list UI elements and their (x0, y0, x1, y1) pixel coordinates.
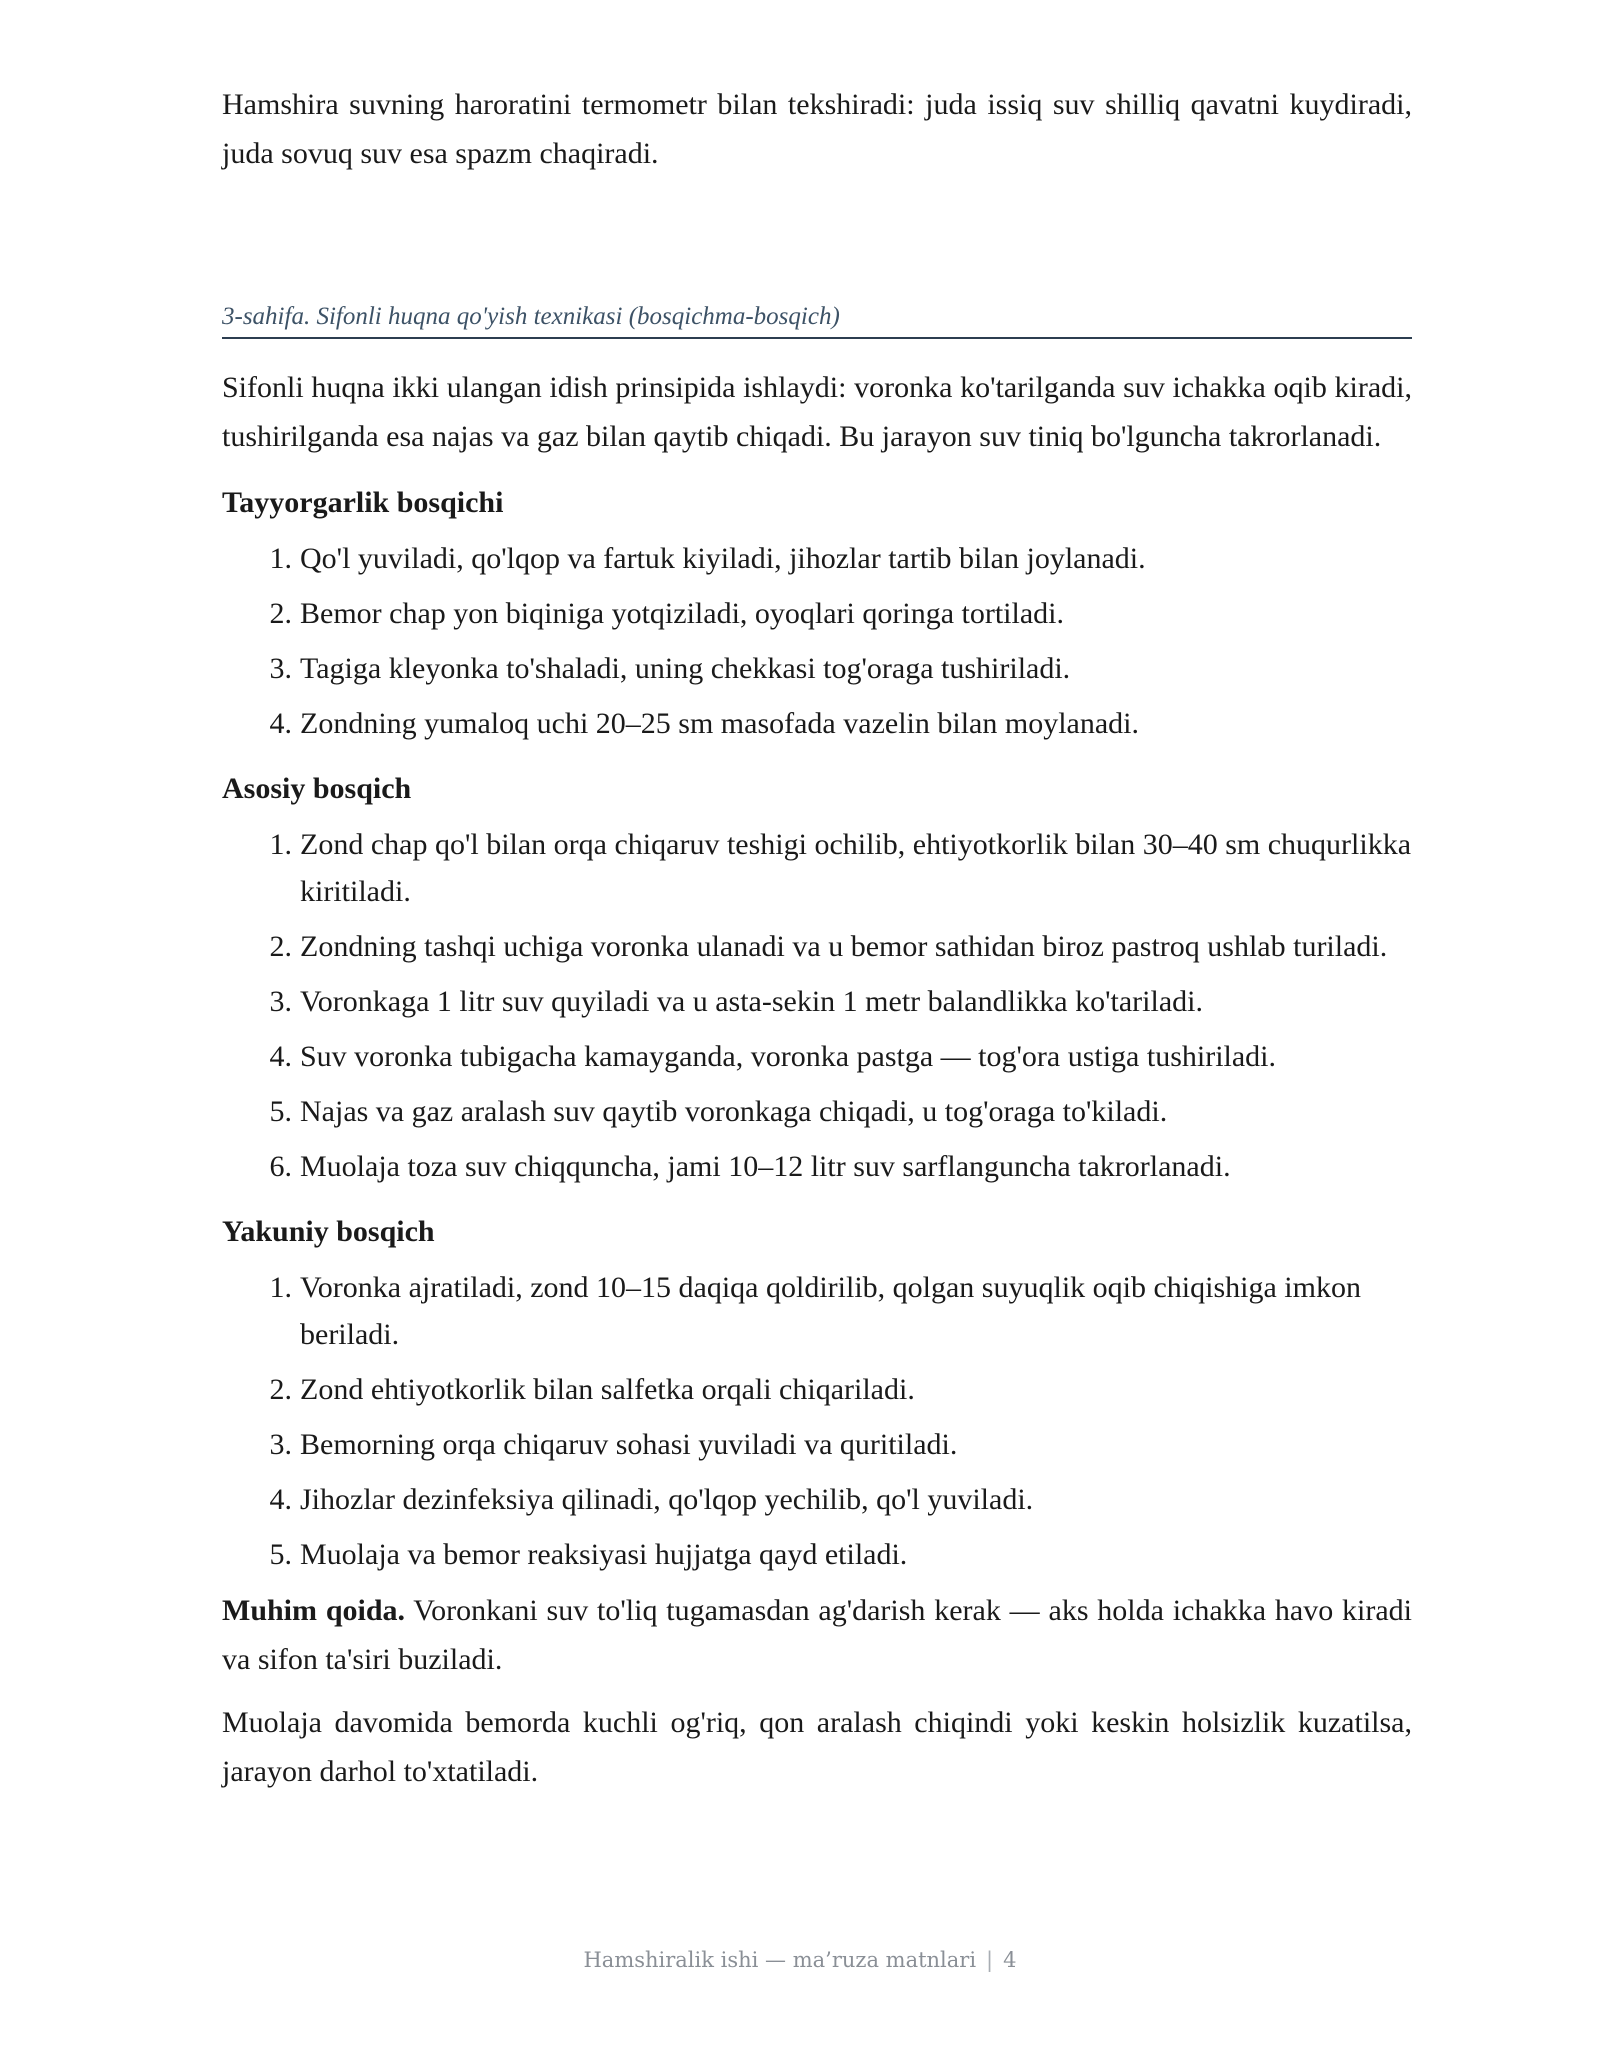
list-item-text: Suv voronka tubigacha kamayganda, voronka pastga — tog'ora ustiga tushiriladi. (300, 1040, 1277, 1073)
list-item-number: 5. (269, 1538, 292, 1571)
page-footer (0, 1948, 1600, 1972)
section-lead-paragraph: Sifonli huqna ikki ulangan idish prinsipida ishlaydi: voronka ko'tarilganda suv ichakka oqib kiradi, tushirilganda esa najas va gaz bilan qaytib chiqadi. Bu jarayon suv tiniq bo'lguncha takrorlanadi. (222, 371, 1412, 453)
footer-separator: | (986, 1948, 994, 1972)
list-item (222, 1476, 1412, 1523)
section-title: 3-sahifa. Sifonli huqna qo'yish texnikasi (bosqichma-bosqich) (222, 303, 840, 330)
list-item (222, 535, 1412, 582)
list-item-text: Bemor chap yon biqiniga yotqiziladi, oyoqlari qoringa tortiladi. (300, 597, 1065, 630)
list-item-number: 2. (269, 597, 292, 630)
list-item-number: 5. (269, 1095, 292, 1128)
warning-paragraph: Muolaja davomida bemorda kuchli og'riq, qon aralash chiqindi yoki keskin holsizlik kuzatilsa, jarayon darhol to'xtatiladi. (222, 1706, 1412, 1788)
preparation-steps-list (222, 535, 1412, 747)
list-item-number: 2. (269, 930, 292, 963)
list-item (222, 923, 1412, 970)
stage-heading-main: Asosiy bosqich (222, 772, 412, 805)
list-item-text: Jihozlar dezinfeksiya qilinadi, qo'lqop yechilib, qo'l yuviladi. (300, 1483, 1034, 1516)
final-steps-list (222, 1264, 1412, 1578)
list-item-number: 3. (269, 985, 292, 1018)
list-item-text: Zond ehtiyotkorlik bilan salfetka orqali chiqariladi. (300, 1373, 915, 1406)
list-item-text: Muolaja va bemor reaksiyasi hujjatga qayd etiladi. (300, 1538, 908, 1571)
list-item (222, 1143, 1412, 1190)
important-rule-paragraph (222, 1586, 1412, 1684)
section-header (222, 303, 1412, 339)
list-item-number: 3. (269, 1428, 292, 1461)
list-item (222, 1088, 1412, 1135)
important-rule-label: Muhim qoida. (222, 1594, 406, 1627)
list-item-text: Qo'l yuviladi, qo'lqop va fartuk kiyiladi, jihozlar tartib bilan joylanadi. (300, 542, 1146, 575)
list-item (222, 1033, 1412, 1080)
list-item-text: Voronka ajratiladi, zond 10–15 daqiqa qoldirilib, qolgan suyuqlik oqib chiqishiga imkon beriladi. (300, 1271, 1361, 1351)
list-item-text: Voronkaga 1 litr suv quyiladi va u asta-sekin 1 metr balandlikka ko'tariladi. (300, 985, 1203, 1018)
important-rule-text: Voronkani suv to'liq tugamasdan ag'darish kerak — aks holda ichakka havo kiradi va sifon ta'siri buziladi. (222, 1594, 1412, 1676)
list-item (222, 978, 1412, 1025)
list-item-number: 4. (269, 1040, 292, 1073)
main-steps-list (222, 821, 1412, 1190)
list-item-number: 1. (269, 1271, 292, 1304)
list-item-text: Zondning tashqi uchiga voronka ulanadi va u bemor sathidan biroz pastroq ushlab turiladi. (300, 930, 1388, 963)
page-number: 4 (1003, 1948, 1017, 1972)
list-item-number: 4. (269, 1483, 292, 1516)
list-item-number: 2. (269, 1373, 292, 1406)
list-item (222, 1366, 1412, 1413)
list-item-number: 3. (269, 652, 292, 685)
list-item (222, 645, 1412, 692)
list-item (222, 700, 1412, 747)
list-item (222, 1264, 1412, 1358)
list-item-text: Zond chap qo'l bilan orqa chiqaruv teshigi ochilib, ehtiyotkorlik bilan 30–40 sm chuqurlikka kiritiladi. (300, 828, 1412, 908)
section-body (222, 363, 1412, 1796)
list-item-text: Muolaja toza suv chiqquncha, jami 10–12 litr suv sarflanguncha takrorlanadi. (300, 1150, 1231, 1183)
list-item-number: 1. (269, 542, 292, 575)
list-item-text: Tagiga kleyonka to'shaladi, uning chekkasi tog'oraga tushiriladi. (300, 652, 1071, 685)
intro-paragraph: Hamshira suvning haroratini termometr bilan tekshiradi: juda issiq suv shilliq qavatni kuydiradi, juda sovuq suv esa spazm chaqiradi. (222, 88, 1412, 170)
list-item-text: Najas va gaz aralash suv qaytib voronkaga chiqadi, u tog'oraga to'kiladi. (300, 1095, 1168, 1128)
footer-title: Hamshiralik ishi — ma’ruza matnlari (583, 1948, 977, 1972)
list-item (222, 1531, 1412, 1578)
list-item-number: 6. (269, 1150, 292, 1183)
list-item-text: Bemorning orqa chiqaruv sohasi yuviladi va quritiladi. (300, 1428, 958, 1461)
stage-heading-preparation: Tayyorgarlik bosqichi (222, 486, 504, 519)
list-item (222, 821, 1412, 915)
list-item-number: 1. (269, 828, 292, 861)
list-item-text: Zondning yumaloq uchi 20–25 sm masofada vazelin bilan moylanadi. (300, 707, 1139, 740)
list-item (222, 590, 1412, 637)
list-item (222, 1421, 1412, 1468)
list-item-number: 4. (269, 707, 292, 740)
stage-heading-final: Yakuniy bosqich (222, 1215, 435, 1248)
